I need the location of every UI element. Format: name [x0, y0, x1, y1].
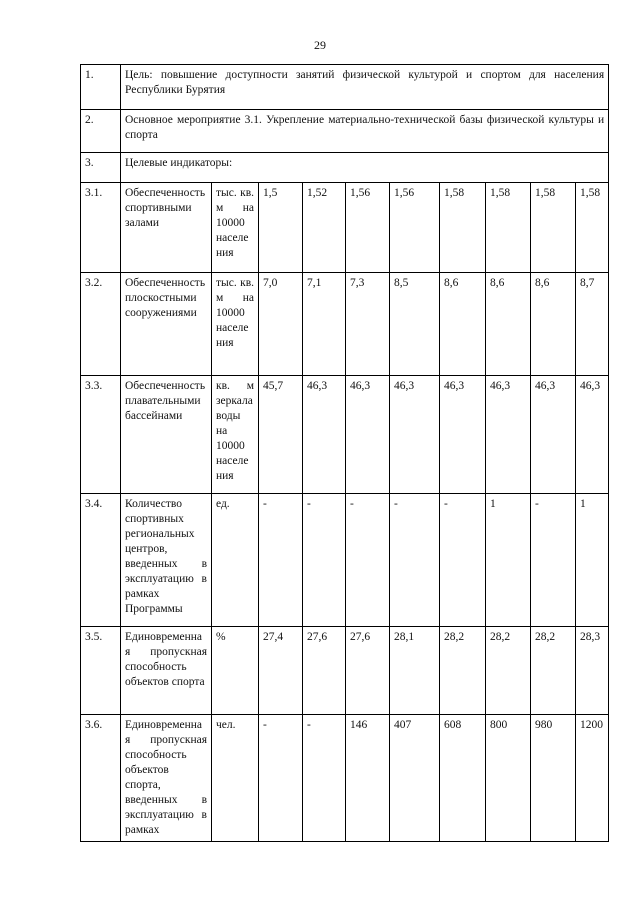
value-cell: -: [531, 494, 576, 627]
indicator-unit: ед.: [212, 494, 259, 627]
value-cell: -: [259, 494, 303, 627]
activity-text: Основное мероприятие 3.1. Укрепление материально-технической базы физической культуры и спорта: [121, 110, 609, 153]
value-cell: 8,6: [486, 273, 531, 376]
indicator-name: Количество спортивных региональных центров, введенных в эксплуатацию в рамках Программы: [121, 494, 212, 627]
value-cell: 28,1: [390, 627, 440, 715]
indicator-name: Единовременная пропускная способность объектов спорта: [121, 627, 212, 715]
indicator-name: Обеспеченность плоскостными сооружениями: [121, 273, 212, 376]
goal-text: Цель: повышение доступности занятий физической культурой и спортом для населения Республики Бурятия: [121, 65, 609, 110]
table-row: [81, 494, 609, 627]
value-cell: 1,58: [576, 183, 609, 273]
value-cell: 146: [346, 715, 390, 842]
value-cell: 46,3: [390, 376, 440, 494]
page-number: 29: [314, 38, 326, 52]
value-cell: 46,3: [346, 376, 390, 494]
row-number: 3.2.: [81, 273, 121, 376]
table-row: [81, 110, 609, 153]
row-number: 1.: [81, 65, 121, 110]
value-cell: 1,56: [346, 183, 390, 273]
row-number: 2.: [81, 110, 121, 153]
value-cell: 8,6: [440, 273, 486, 376]
value-cell: -: [440, 494, 486, 627]
value-cell: 1: [486, 494, 531, 627]
value-cell: -: [259, 715, 303, 842]
table-row: [81, 65, 609, 110]
value-cell: 46,3: [440, 376, 486, 494]
value-cell: 980: [531, 715, 576, 842]
value-cell: -: [303, 494, 346, 627]
indicator-unit: тыс. кв. м на 10000 населения: [212, 273, 259, 376]
indicator-unit: тыс. кв. м на 10000 населения: [212, 183, 259, 273]
table-row: [81, 153, 609, 183]
value-cell: 8,7: [576, 273, 609, 376]
indicators-table: [80, 64, 609, 842]
value-cell: 1,5: [259, 183, 303, 273]
value-cell: 1200: [576, 715, 609, 842]
table-row: [81, 715, 609, 842]
row-number: 3.5.: [81, 627, 121, 715]
value-cell: 1,58: [486, 183, 531, 273]
value-cell: 1,52: [303, 183, 346, 273]
value-cell: -: [303, 715, 346, 842]
value-cell: 1,56: [390, 183, 440, 273]
value-cell: 8,5: [390, 273, 440, 376]
indicators-heading: Целевые индикаторы:: [121, 153, 609, 183]
table-row: [81, 376, 609, 494]
value-cell: 1,58: [440, 183, 486, 273]
value-cell: 1,58: [531, 183, 576, 273]
row-number: 3.: [81, 153, 121, 183]
value-cell: -: [390, 494, 440, 627]
value-cell: 7,3: [346, 273, 390, 376]
value-cell: -: [346, 494, 390, 627]
value-cell: 28,2: [486, 627, 531, 715]
row-number: 3.4.: [81, 494, 121, 627]
table-row: [81, 273, 609, 376]
row-number: 3.3.: [81, 376, 121, 494]
row-number: 3.1.: [81, 183, 121, 273]
value-cell: 27,6: [303, 627, 346, 715]
value-cell: 28,2: [531, 627, 576, 715]
indicator-unit: кв. м зеркала воды на 10000 населения: [212, 376, 259, 494]
value-cell: 46,3: [576, 376, 609, 494]
table-row: [81, 627, 609, 715]
value-cell: 7,0: [259, 273, 303, 376]
indicator-unit: чел.: [212, 715, 259, 842]
value-cell: 46,3: [531, 376, 576, 494]
indicator-name: Обеспеченность плавательными бассейнами: [121, 376, 212, 494]
indicator-name: Единовременная пропускная способность объектов спорта, введенных в эксплуатацию в рамках: [121, 715, 212, 842]
value-cell: 407: [390, 715, 440, 842]
value-cell: 28,2: [440, 627, 486, 715]
row-number: 3.6.: [81, 715, 121, 842]
indicator-name: Обеспеченность спортивными залами: [121, 183, 212, 273]
value-cell: 28,3: [576, 627, 609, 715]
indicator-unit: %: [212, 627, 259, 715]
value-cell: 27,4: [259, 627, 303, 715]
value-cell: 1: [576, 494, 609, 627]
value-cell: 27,6: [346, 627, 390, 715]
value-cell: 800: [486, 715, 531, 842]
value-cell: 8,6: [531, 273, 576, 376]
value-cell: 608: [440, 715, 486, 842]
value-cell: 46,3: [486, 376, 531, 494]
value-cell: 46,3: [303, 376, 346, 494]
value-cell: 45,7: [259, 376, 303, 494]
table-row: [81, 183, 609, 273]
value-cell: 7,1: [303, 273, 346, 376]
